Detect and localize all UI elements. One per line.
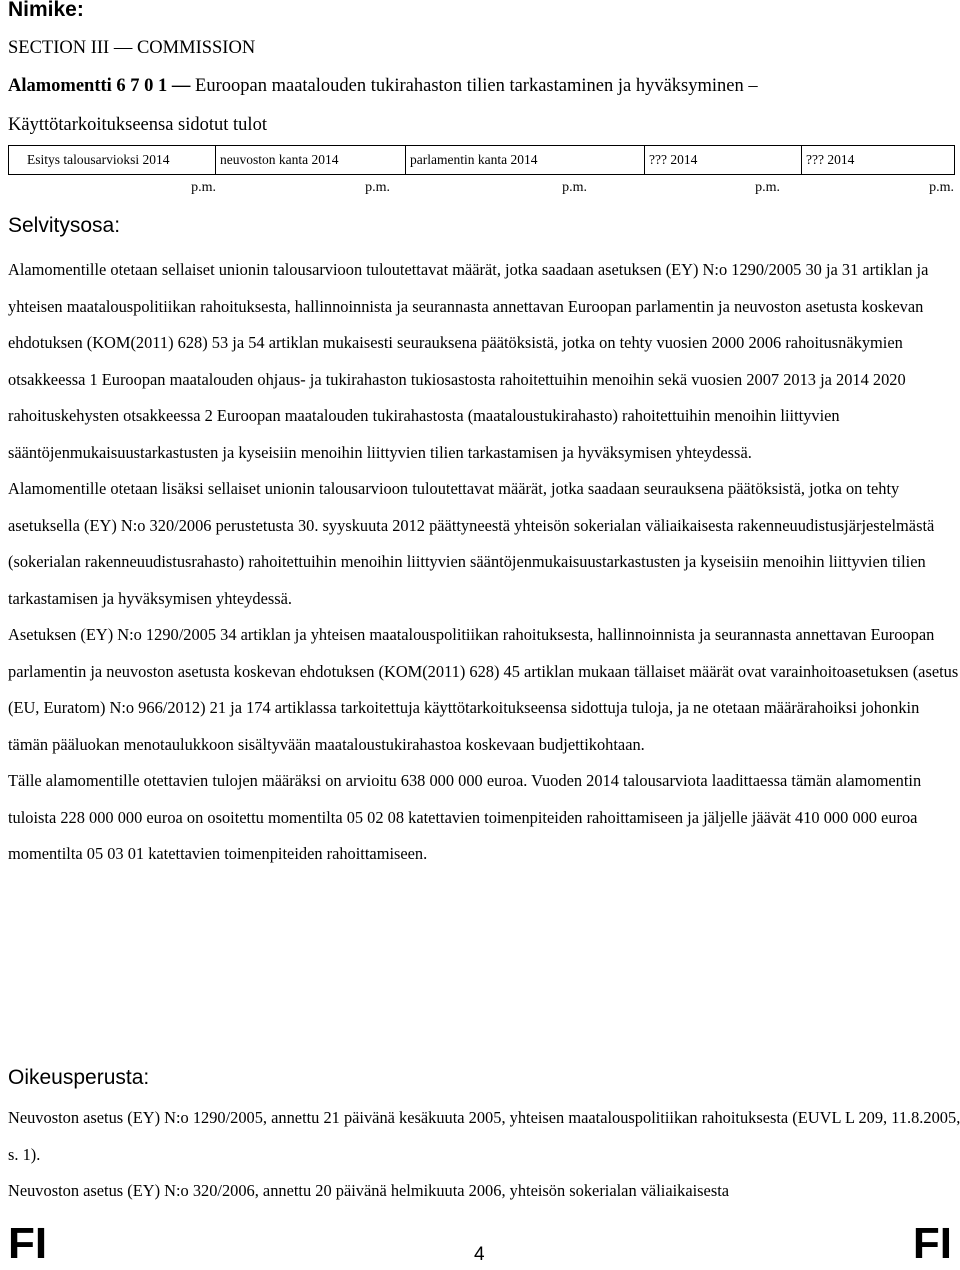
paragraph: Alamomentille otetaan lisäksi sellaiset unionin talousarvioon tuloutettavat määrät, jotka saadaan seurauksena päätöksistä, jotka on tehty asetuksella (EY) N:o 320/2006 perustetusta 30. syyskuuta 2012 päättyneestä yhteisön sokerialan väliaikaisesta rakenneuudistusjärjestelmästä (sokerialan rakenneuudistusrahasto) rahoitettuihin menoihin liittyvien sääntöjenmukaisuustarkastusten ja kyseisiin menoihin liittyvien tilien tarkastamisen ja hyväksymisen yhteydessä.: [8, 479, 935, 608]
amount-neuvosto: p.m.: [365, 180, 390, 195]
oikeusperusta-heading: Oikeusperusta:: [8, 1066, 150, 1089]
amount-unknown-1: p.m.: [755, 180, 780, 195]
item-subtitle: Käyttötarkoitukseensa sidotut tulot: [8, 115, 267, 135]
column-unknown-1: ??? 2014: [645, 146, 802, 175]
paragraph: Asetuksen (EY) N:o 1290/2005 34 artiklan ja yhteisen maatalouspolitiikan rahoituksesta, hallinnoinnista ja seurannasta annettavan Euroopan parlamentin ja neuvoston asetusta koskevan ehdotuksen (KOM(2011) 628) 45 artiklan mukaan tällaiset määrät ovat varainhoitoasetuksen (asetus (EU, Euratom) N:o 966/2012) 21 ja 174 artiklassa tarkoitettuja käyttötarkoitukseensa sidottuja tuloja, ja ne otetaan määrärahoiksi johonkin tämän pääluokan menotaulukkoon sisältyvään maataloustukirahastoa koskevaan budjettikohtaan.: [8, 625, 959, 754]
budget-table-header-row: [9, 146, 955, 175]
item-title-line: [8, 76, 758, 97]
column-unknown-2: ??? 2014: [802, 146, 955, 175]
title-label: Nimike:: [8, 0, 84, 21]
budget-amounts-row: [8, 180, 954, 202]
column-esitys: Esitys talousarvioksi 2014: [9, 146, 216, 175]
amount-esitys: p.m.: [191, 180, 216, 195]
item-number: Alamomentti 6 7 0 1: [8, 76, 168, 96]
paragraph: Neuvoston asetus (EY) N:o 1290/2005, annettu 21 päivänä kesäkuuta 2005, yhteisen maatalouspolitiikan rahoituksesta (EUVL L 209, 11.8.2005, s. 1).: [8, 1108, 960, 1164]
footer-language-right: FI: [912, 1219, 952, 1268]
column-neuvosto: neuvoston kanta 2014: [216, 146, 406, 175]
item-dash: —: [171, 76, 191, 96]
footer-language-left: FI: [8, 1219, 48, 1268]
page-number: 4: [474, 1244, 485, 1265]
column-parlamentti: parlamentin kanta 2014: [406, 146, 645, 175]
paragraph: Neuvoston asetus (EY) N:o 320/2006, annettu 20 päivänä helmikuuta 2006, yhteisön sokerialan väliaikaisesta: [8, 1181, 730, 1200]
selvitysosa-body: [8, 252, 960, 873]
oikeusperusta-body: [8, 1100, 960, 1210]
paragraph: Tälle alamomentille otettavien tulojen määräksi on arvioitu 638 000 000 euroa. Vuoden 2014 talousarviota laadittaessa tämän alamomentin tuloista 228 000 000 euroa on osoitettu momentilta 05 02 08 katettavien toimenpiteiden rahoittamiseen ja jäljelle jäävät 410 000 000 euroa momentilta 05 03 01 katettavien toimenpiteiden rahoittamiseen.: [8, 771, 922, 863]
item-title: Euroopan maatalouden tukirahaston tilien tarkastaminen ja hyväksyminen –: [195, 76, 758, 96]
budget-table: [8, 145, 955, 175]
selvitysosa-heading: Selvitysosa:: [8, 214, 121, 237]
paragraph: Alamomentille otetaan sellaiset unionin talousarvioon tuloutettavat määrät, jotka saadaan asetuksen (EY) N:o 1290/2005 30 ja 31 artiklan ja yhteisen maatalouspolitiikan rahoituksesta, hallinnoinnista ja seurannasta annettavan Euroopan parlamentin ja neuvoston asetusta koskevan ehdotuksen (KOM(2011) 628) 53 ja 54 artiklan mukaisesti seurauksena päätöksistä, jotka on tehty vuosien 2000 2006 rahoitusnäkymien otsakkeessa 1 Euroopan maatalouden ohjaus- ja tukirahaston tukiosastosta rahoitettuihin menoihin sekä vuosien 2007 2013 ja 2014 2020 rahoituskehysten otsakkeessa 2 Euroopan maatalouden tukirahastosta (maataloustukirahasto) rahoitettuihin menoihin liittyvien sääntöjenmukaisuustarkastusten ja kyseisiin menoihin liittyvien tilien tarkastamisen ja hyväksymisen yhteydessä.: [8, 260, 929, 462]
section-line: SECTION III — COMMISSION: [8, 38, 256, 58]
amount-parlamentti: p.m.: [562, 180, 587, 195]
amount-unknown-2: p.m.: [929, 180, 954, 195]
